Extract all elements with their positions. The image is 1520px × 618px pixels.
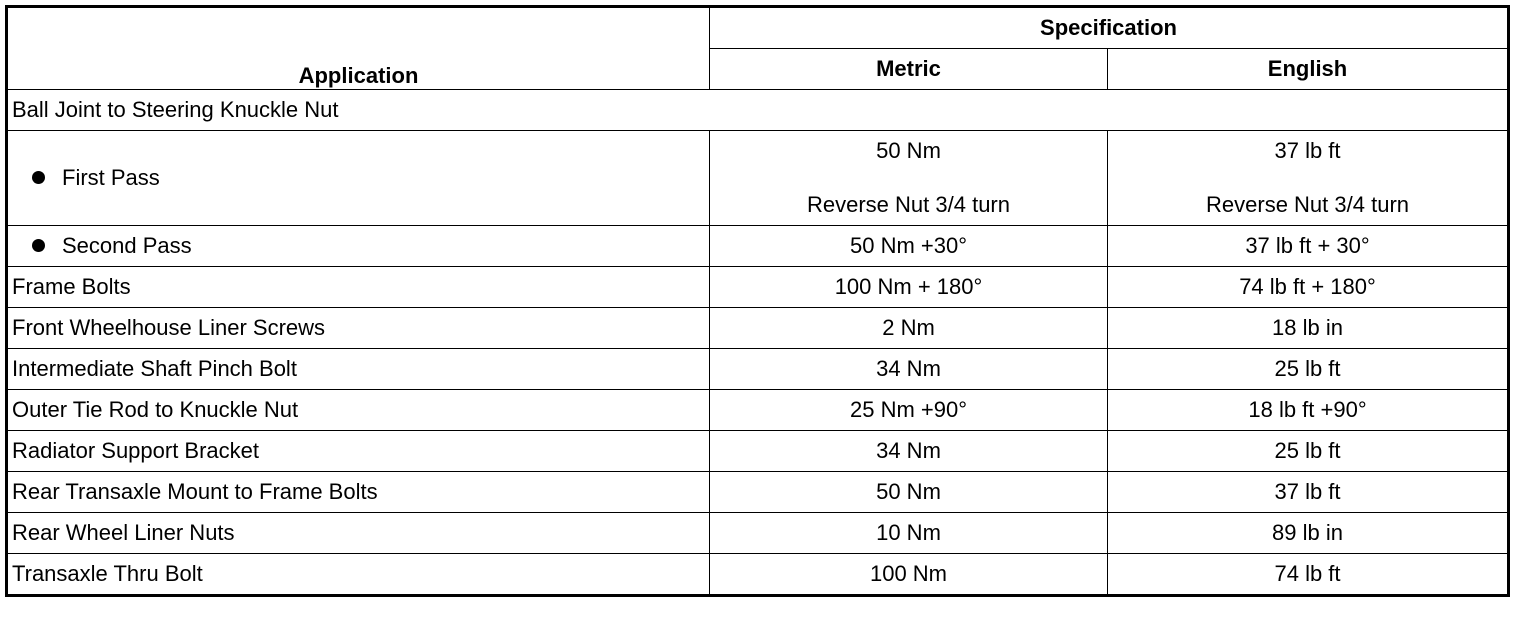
table-row xyxy=(7,349,1509,390)
table-row xyxy=(7,554,1509,596)
table-row xyxy=(7,472,1509,513)
metric-cell: 10 Nm xyxy=(710,513,1108,554)
first-pass-english-note: Reverse Nut 3/4 turn xyxy=(1206,192,1409,217)
application-header: Application xyxy=(7,7,710,90)
application-cell: Frame Bolts xyxy=(7,267,710,308)
english-cell: 25 lb ft xyxy=(1108,431,1509,472)
first-pass-metric-cell xyxy=(710,131,1108,226)
metric-cell: 34 Nm xyxy=(710,349,1108,390)
application-cell: Rear Transaxle Mount to Frame Bolts xyxy=(7,472,710,513)
metric-cell: 100 Nm + 180° xyxy=(710,267,1108,308)
english-cell: 18 lb in xyxy=(1108,308,1509,349)
english-cell: 74 lb ft xyxy=(1108,554,1509,596)
application-cell: Transaxle Thru Bolt xyxy=(7,554,710,596)
spec-rows xyxy=(7,267,1509,596)
first-pass-metric-note: Reverse Nut 3/4 turn xyxy=(807,192,1010,217)
english-cell: 74 lb ft + 180° xyxy=(1108,267,1509,308)
metric-cell: 100 Nm xyxy=(710,554,1108,596)
application-cell: Rear Wheel Liner Nuts xyxy=(7,513,710,554)
table-row xyxy=(7,308,1509,349)
metric-cell: 50 Nm xyxy=(710,472,1108,513)
english-cell: 25 lb ft xyxy=(1108,349,1509,390)
first-pass-metric-value: 50 Nm xyxy=(876,138,941,163)
second-pass-metric: 50 Nm +30° xyxy=(710,226,1108,267)
first-pass-label: First Pass xyxy=(62,165,160,190)
bullet-icon xyxy=(32,171,45,184)
application-cell: Intermediate Shaft Pinch Bolt xyxy=(7,349,710,390)
first-pass-cell xyxy=(7,131,710,226)
section-row xyxy=(7,90,1509,131)
metric-cell: 2 Nm xyxy=(710,308,1108,349)
header-row-1 xyxy=(7,7,1509,49)
english-cell: 18 lb ft +90° xyxy=(1108,390,1509,431)
section-label: Ball Joint to Steering Knuckle Nut xyxy=(7,90,1509,131)
second-pass-label: Second Pass xyxy=(62,233,192,258)
metric-cell: 25 Nm +90° xyxy=(710,390,1108,431)
english-cell: 37 lb ft xyxy=(1108,472,1509,513)
metric-header: Metric xyxy=(710,49,1108,90)
application-cell: Outer Tie Rod to Knuckle Nut xyxy=(7,390,710,431)
first-pass-english-cell xyxy=(1108,131,1509,226)
table-row xyxy=(7,431,1509,472)
bullet-icon xyxy=(32,239,45,252)
first-pass-row xyxy=(7,131,1509,226)
application-cell: Radiator Support Bracket xyxy=(7,431,710,472)
table-row xyxy=(7,267,1509,308)
application-cell: Front Wheelhouse Liner Screws xyxy=(7,308,710,349)
table-row xyxy=(7,390,1509,431)
second-pass-row xyxy=(7,226,1509,267)
english-cell: 89 lb in xyxy=(1108,513,1509,554)
specification-header: Specification xyxy=(710,7,1509,49)
torque-spec-table-container xyxy=(5,5,1507,597)
second-pass-english: 37 lb ft + 30° xyxy=(1108,226,1509,267)
first-pass-english-value: 37 lb ft xyxy=(1274,138,1341,163)
torque-spec-table xyxy=(5,5,1510,597)
english-header: English xyxy=(1108,49,1509,90)
table-row xyxy=(7,513,1509,554)
second-pass-cell xyxy=(7,226,710,267)
metric-cell: 34 Nm xyxy=(710,431,1108,472)
